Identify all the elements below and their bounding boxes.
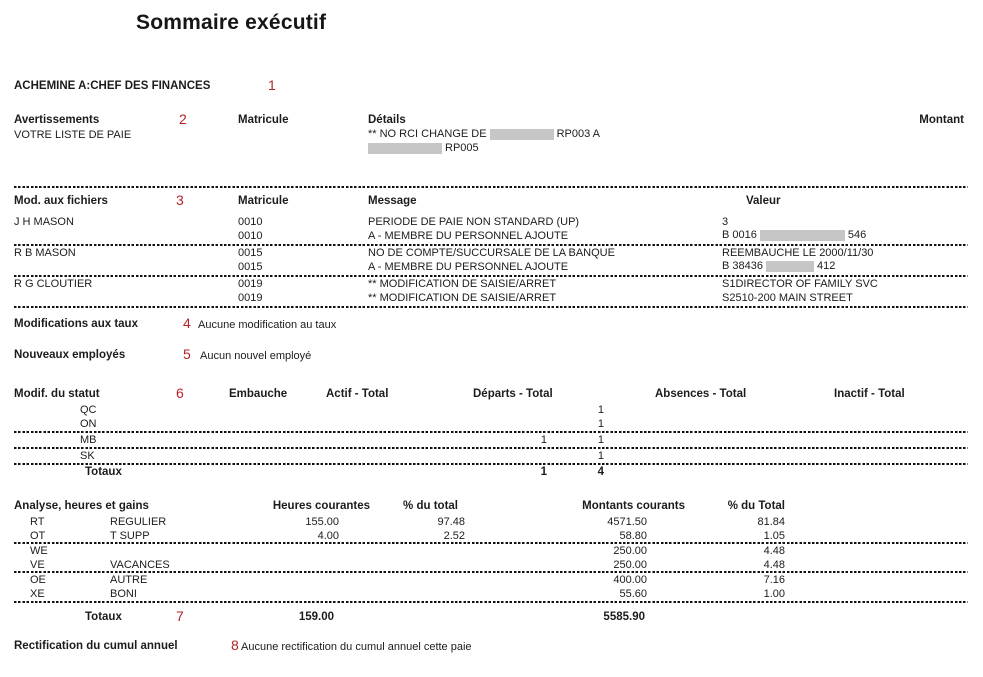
region-code: QC [80,404,97,416]
rate-changes-label: Modifications aux taux [14,318,138,330]
amount-value: 55.60 [619,588,647,600]
status-count: 1 [597,404,604,416]
earning-desc: REGULIER [110,516,167,528]
separator-line [14,447,968,449]
warnings-detail-line-1 [368,128,600,141]
analysis-col-heures: Heures courantes [272,500,370,512]
status-count: 1 [597,434,604,446]
matricule-value: 0019 [238,278,263,290]
pct-value: 97.48 [437,516,465,528]
message-value: PERIODE DE PAIE NON STANDARD (UP) [368,216,580,228]
valeur-value: S2510-200 MAIN STREET [722,292,853,304]
matricule-value: 0015 [238,261,263,273]
matricule-value: 0019 [238,292,263,304]
warnings-detail-text: RP003 A [556,128,600,140]
pct-value: 2.52 [443,530,465,542]
separator-line [14,542,968,544]
region-code: ON [80,418,97,430]
annotation-marker-4: 4 [183,315,191,331]
warnings-detail-text: ** NO RCI CHANGE DE [368,128,487,140]
amount-value: 4571.50 [607,516,647,528]
pct-value: 4.48 [763,545,785,557]
annotation-marker-5: 5 [183,346,191,362]
pct-value: 4.48 [763,559,785,571]
warnings-col-details: Détails [368,114,406,126]
routing-line: ACHEMINE A:CHEF DES FINANCES [14,80,211,92]
amount-value: 400.00 [613,574,647,586]
separator-line [14,571,968,573]
annotation-marker-1: 1 [268,77,276,93]
hours-value: 155.00 [305,516,339,528]
earning-desc: T SUPP [110,530,150,542]
status-col-absences: Absences - Total [655,388,747,400]
warnings-col-montant: Montant [919,114,964,126]
warnings-col-matricule: Matricule [238,114,289,126]
file-changes-label: Mod. aux fichiers [14,195,108,207]
status-col-embauche: Embauche [229,388,288,400]
analysis-col-pct-total: % du total [403,500,458,512]
amount-value: 250.00 [613,545,647,557]
pct-value: 81.84 [757,516,785,528]
warnings-row-label: VOTRE LISTE DE PAIE [14,129,132,141]
valeur-value: REEMBAUCHE LE 2000/11/30 [722,247,874,259]
warnings-detail-text: RP005 [445,142,479,154]
separator-line [14,463,968,465]
file-changes-col-valeur: Valeur [746,195,781,207]
region-code: SK [80,450,95,462]
ytd-rectification-text: Aucune rectification du cumul annuel cette paie [241,641,472,653]
annotation-marker-2: 2 [179,111,187,127]
status-col-departs: Départs - Total [473,388,553,400]
amount-value: 58.80 [619,530,647,542]
new-employees-text: Aucun nouvel employé [200,350,312,362]
matricule-value: 0010 [238,230,263,242]
earning-code: WE [30,545,48,557]
valeur-value [722,260,835,273]
analysis-col-montants: Montants courants [582,500,685,512]
earning-code: OT [30,530,46,542]
warnings-section-label: Avertissements [14,114,100,126]
earning-desc: AUTRE [110,574,148,586]
new-employees-label: Nouveaux employés [14,349,126,361]
redaction-box [766,261,814,272]
valeur-text: 412 [816,260,836,272]
status-col-actif: Actif - Total [326,388,389,400]
valeur-text: 546 [847,229,867,241]
employee-name: J H MASON [14,216,74,228]
earning-code: RT [30,516,45,528]
employee-name: R B MASON [14,247,76,259]
matricule-value: 0015 [238,247,263,259]
redaction-box [368,143,442,154]
status-section-label: Modif. du statut [14,388,100,400]
status-col-inactif: Inactif - Total [834,388,905,400]
separator-line [14,244,968,246]
separator-line [14,431,968,433]
status-count: 1 [597,418,604,430]
valeur-text: B 38436 [722,260,763,272]
file-changes-col-matricule: Matricule [238,195,289,207]
annotation-marker-7: 7 [176,608,184,624]
analysis-totals-label: Totaux [85,611,122,623]
earning-desc: BONI [110,588,137,600]
rate-changes-text: Aucune modification au taux [198,319,337,331]
earning-code: VE [30,559,45,571]
valeur-value: 3 [722,216,729,228]
status-totals-label: Totaux [85,466,122,478]
pct-value: 1.00 [763,588,785,600]
file-changes-col-message: Message [368,195,417,207]
pct-value: 7.16 [763,574,785,586]
status-total: 4 [597,466,604,478]
ytd-rectification-label: Rectification du cumul annuel [14,640,178,652]
message-value: ** MODIFICATION DE SAISIE/ARRET [368,292,557,304]
earning-desc: VACANCES [110,559,170,571]
separator-line [14,186,968,188]
separator-line [14,275,968,277]
pct-value: 1.05 [763,530,785,542]
warnings-detail-line-2 [368,142,479,155]
message-value: ** MODIFICATION DE SAISIE/ARRET [368,278,557,290]
hours-total: 159.00 [298,611,334,623]
redaction-box [490,129,554,140]
earning-code: XE [30,588,45,600]
redaction-box [760,230,845,241]
amount-value: 250.00 [613,559,647,571]
earning-code: OE [30,574,46,586]
message-value: A - MEMBRE DU PERSONNEL AJOUTE [368,261,569,273]
annotation-marker-8: 8 [231,637,239,653]
separator-line [14,306,968,308]
status-count: 1 [597,450,604,462]
message-value: A - MEMBRE DU PERSONNEL AJOUTE [368,230,569,242]
analysis-col-pct-total2: % du Total [727,500,785,512]
analysis-section-label: Analyse, heures et gains [14,500,149,512]
status-total: 1 [540,466,547,478]
amount-total: 5585.90 [603,611,645,623]
matricule-value: 0010 [238,216,263,228]
valeur-value [722,229,866,242]
message-value: NO DE COMPTE/SUCCURSALE DE LA BANQUE [368,247,615,259]
annotation-marker-3: 3 [176,192,184,208]
page-title: Sommaire exécutif [136,11,327,34]
region-code: MB [80,434,97,446]
valeur-text: B 0016 [722,229,757,241]
status-count: 1 [540,434,547,446]
separator-line [14,601,968,603]
annotation-marker-6: 6 [176,385,184,401]
employee-name: R G CLOUTIER [14,278,93,290]
valeur-value: S1DIRECTOR OF FAMILY SVC [722,278,878,290]
hours-value: 4.00 [317,530,339,542]
